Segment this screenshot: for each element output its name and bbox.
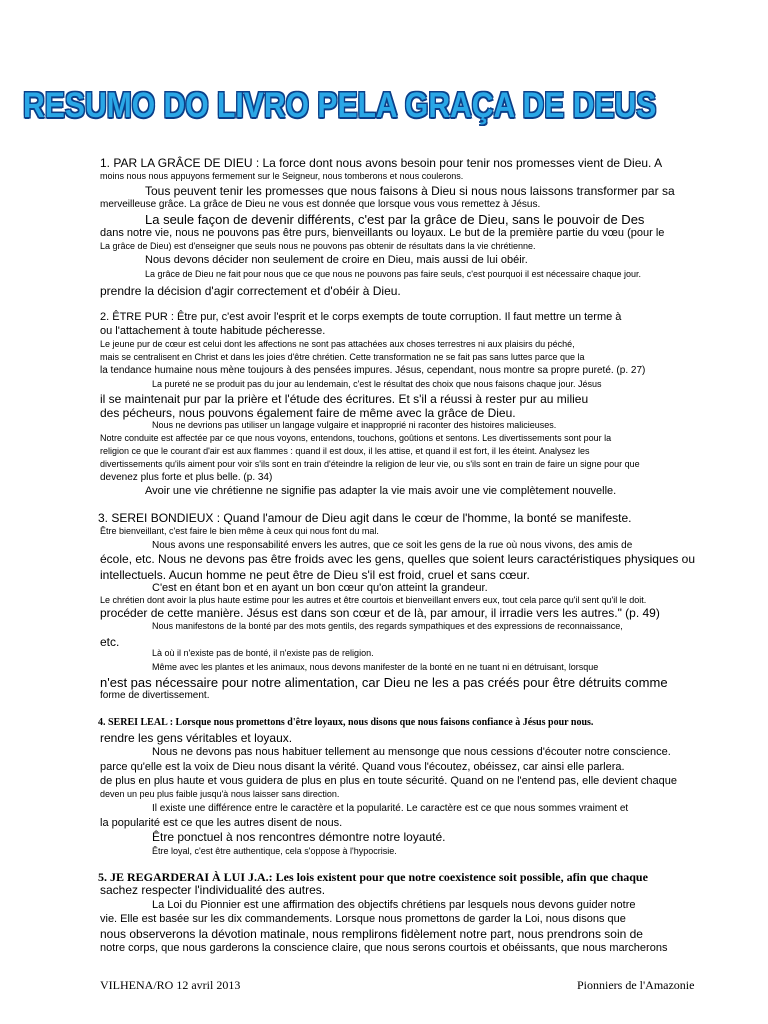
text-line: la popularité est ce que les autres disent de nous. [100,817,343,829]
text-line: Là où il n'existe pas de bonté, il n'existe pas de religion. [152,648,374,658]
text-line: La grâce de Dieu ne fait pour nous que ce que nous ne pouvons pas faire seuls, c'est pourquoi il est nécessaire chaque jour. [145,269,642,279]
text-line: Nous devons décider non seulement de croire en Dieu, mais aussi de lui obéir. [145,254,528,266]
text-line: la tendance humaine nous mène toujours à des pensées impures. Jésus, cependant, nous montre sa propre pureté. (p. 27) [100,365,646,376]
text-line: Même avec les plantes et les animaux, nous devons manifester de la bonté en ne tuant ni en détruisant, lorsque [152,662,599,672]
text-line: 1. PAR LA GRÂCE DE DIEU : La force dont nous avons besoin pour tenir nos promesses vient de Dieu. A [100,156,663,170]
text-line: il se maintenait pur par la prière et l'étude des écritures. Et s'il a réussi à rester pur au milieu [100,392,589,406]
text-line: nous observerons la dévotion matinale, nous remplirons fidèlement notre part, nous prendrons soin de [100,927,643,941]
text-line: devenez plus forte et plus belle. (p. 34) [100,472,273,483]
text-line: etc. [100,635,120,649]
text-line: Notre conduite est affectée par ce que nous voyons, entendons, touchons, goûtions et sentons. Les divertissements sont pour la [100,433,612,443]
text-line: 4. SEREI LEAL : Lorsque nous promettons d'être loyaux, nous disons que nous faisons confiance à Jésus pour nous. [98,717,594,728]
text-line: La Loi du Pionnier est une affirmation des objectifs chrétiens par lesquels nous devons guider notre [152,899,636,911]
text-line: Être loyal, c'est être authentique, cela s'oppose à l'hypocrisie. [152,846,397,856]
text-line: sachez respecter l'individualité des autres. [100,883,326,897]
text-line: 3. SEREI BONDIEUX : Quand l'amour de Dieu agit dans le cœur de l'homme, la bonté se manifeste. [98,511,632,525]
text-line: procéder de cette manière. Jésus est dans son cœur et de là, par amour, il irradie vers les autres." (p. 49) [100,606,660,620]
text-line: prendre la décision d'agir correctement et d'obéir à Dieu. [100,284,401,298]
text-line: de plus en plus haute et vous guidera de plus en plus en toute sécurité. Quand on ne l'entend pas, elle devient chaque [100,775,677,787]
text-line: intellectuels. Aucun homme ne peut être de Dieu s'il est froid, cruel et sans cœur. [100,568,530,582]
text-line: Nous manifestons de la bonté par des mots gentils, des regards sympathiques et des expressions de reconnaissance, [152,621,623,631]
text-line: La seule façon de devenir différents, c'est par la grâce de Dieu, sans le pouvoir de Des [145,212,645,227]
text-line: mais se centralisent en Christ et dans les joies d'être chrétien. Cette transformation ne se fait pas sans luttes parce que la [100,352,585,362]
text-line: vie. Elle est basée sur les dix commandements. Lorsque nous promettons de garder la Loi, nous disons que [100,913,626,925]
text-line: dans notre vie, nous ne pouvons pas être purs, bienveillants ou loyaux. Le but de la première partie du vœu (pour le [100,227,665,239]
text-line: Avoir une vie chrétienne ne signifie pas adapter la vie mais avoir une vie complètement nouvelle. [145,485,617,497]
text-line: Nous ne devrions pas utiliser un langage vulgaire et inapproprié ni raconter des histoires malicieuses. [152,420,557,430]
text-line: Nous ne devons pas nous habituer tellement au mensonge que nous cessions d'écouter notre conscience. [152,746,671,758]
text-line: Le jeune pur de cœur est celui dont les affections ne sont pas attachées aux choses terrestres ni aux plaisirs du péché, [100,339,575,349]
text-line: La pureté ne se produit pas du jour au lendemain, c'est le résultat des choix que nous faisons chaque jour. Jésus [152,379,602,389]
text-line: Nous avons une responsabilité envers les autres, que ce soit les gens de la rue où nous vivons, des amis de [152,540,633,551]
text-line: école, etc. Nous ne devons pas être froids avec les gens, quelles que soient leurs caractéristiques physiques ou [100,552,696,566]
document-title: RESUMO DO LIVRO PELA GRAÇA DE DEUS [23,86,657,125]
text-line: deven un peu plus faible jusqu'à nous laisser sans direction. [100,789,340,799]
footer-right: Pionniers de l'Amazonie [577,978,695,992]
text-line: Le chrétien dont avoir la plus haute estime pour les autres et être courtois et bienveillant envers eux, tout cela parce qu'il sent qu'il le doit. [100,595,647,605]
footer-left: VILHENA/RO 12 avril 2013 [100,978,241,992]
text-line: 2. ÊTRE PUR : Être pur, c'est avoir l'esprit et le corps exempts de toute corruption. Il faut mettre un terme à [100,311,622,323]
text-line: Tous peuvent tenir les promesses que nous faisons à Dieu si nous nous laissons transformer par sa [145,184,675,198]
text-line: n'est pas nécessaire pour notre alimentation, car Dieu ne les a pas créés pour être détruits comme [100,675,668,690]
text-line: rendre les gens véritables et loyaux. [100,731,293,745]
text-line: La grâce de Dieu) est d'enseigner que seuls nous ne pouvons pas obtenir de résultats dans la vie chrétienne. [100,241,536,251]
text-line: Être bienveillant, c'est faire le bien même à ceux qui nous font du mal. [100,526,379,536]
text-line: forme de divertissement. [100,690,210,701]
text-line: Il existe une différence entre le caractère et la popularité. Le caractère est ce que nous sommes vraiment et [152,803,629,814]
text-line: C'est en étant bon et en ayant un bon cœur qu'on atteint la grandeur. [152,582,488,594]
text-line: des pécheurs, nous pouvons également faire de même avec la grâce de Dieu. [100,406,516,420]
text-line: 5. JE REGARDERAI À LUI J.A.: Les lois existent pour que notre coexistence soit possible, afin que chaque [98,870,648,884]
text-line: religion ce que le courant d'air est aux flammes : quand il est doux, il les attise, et quand il est fort, il les éteint. Analysez les [100,446,590,456]
text-line: merveilleuse grâce. La grâce de Dieu ne vous est donnée que lorsque vous vous remettez à Jésus. [100,199,541,210]
text-line: ou l'attachement à toute habitude pécheresse. [100,325,326,337]
text-line: parce qu'elle est la voix de Dieu nous disant la vérité. Quand vous l'écoutez, obéissez, car ainsi elle parlera. [100,761,625,773]
text-line: Être ponctuel à nos rencontres démontre notre loyauté. [152,830,446,844]
text-line: divertissements qu'ils aiment pour voir s'ils sont en train d'éteindre la religion de leur vie, ou s'ils sont en train de faire un signe pour que [100,459,640,469]
text-line: moins nous nous appuyons fermement sur le Seigneur, nous tomberons et nous coulerons. [100,171,464,181]
text-line: notre corps, que nous garderons la conscience claire, que nous serons courtois et obéissants, que nous marcherons [100,942,668,954]
